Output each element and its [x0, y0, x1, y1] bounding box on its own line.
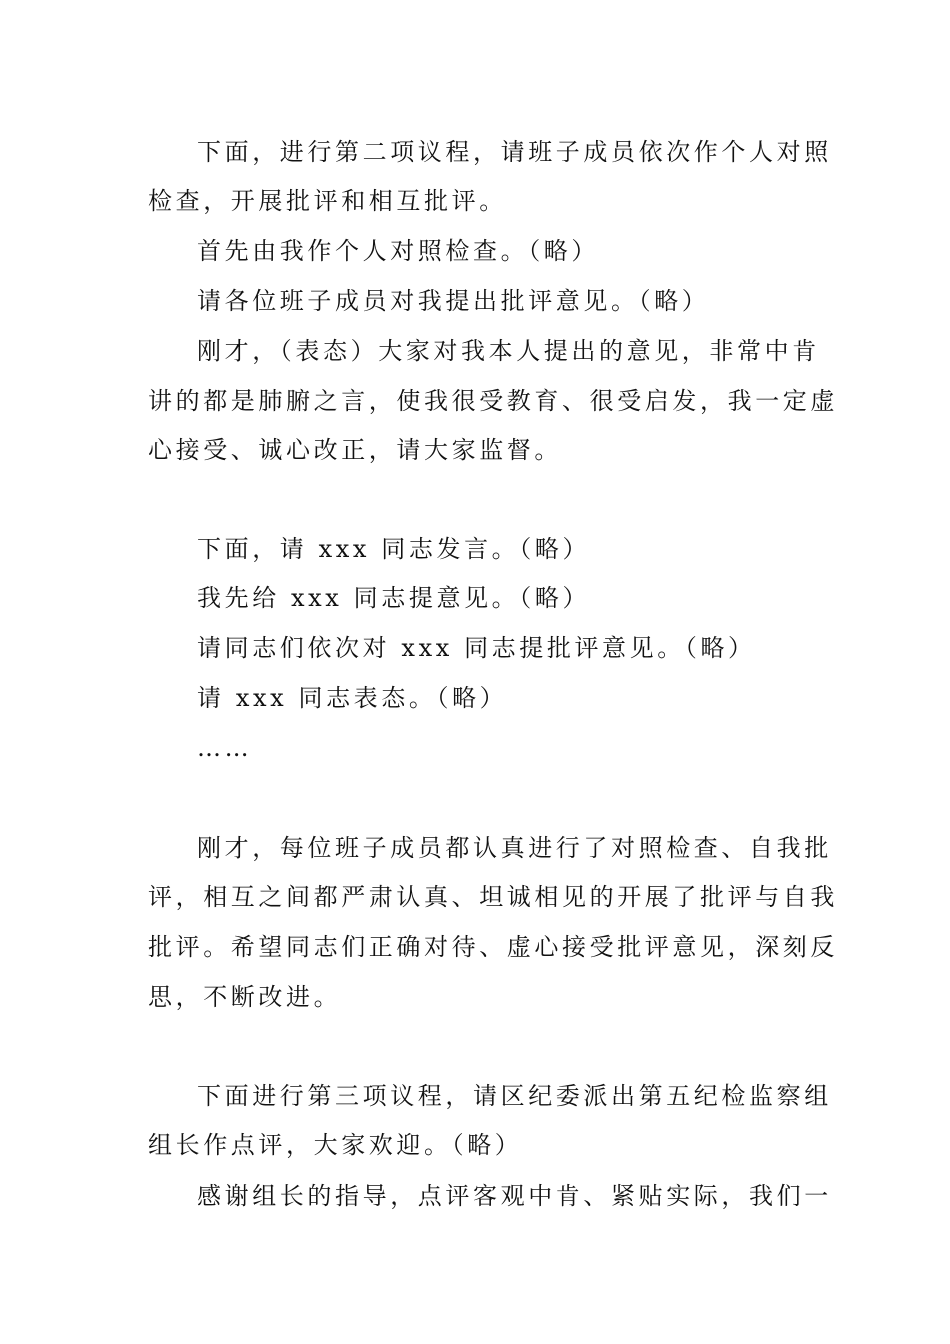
paragraph-3-line-1: 请各位班子成员对我提出批评意见。（略） — [197, 287, 710, 315]
paragraph-8-line-1: 请 xxx 同志表态。（略） — [197, 684, 508, 712]
paragraph-4-line-3: 心接受、诚心改正，请大家监督。 — [148, 436, 562, 464]
paragraph-10-line-1: 刚才，每位班子成员都认真进行了对照检查、自我批 — [197, 834, 832, 862]
paragraph-12-line-1: 感谢组长的指导，点评客观中肯、紧贴实际，我们一 — [197, 1182, 832, 1210]
paragraph-11-line-2: 组长作点评，大家欢迎。（略） — [148, 1131, 523, 1159]
paragraph-1-line-2: 检查，开展批评和相互批评。 — [148, 187, 507, 215]
paragraph-10-line-2: 评，相互之间都严肃认真、坦诚相见的开展了批评与自我 — [148, 883, 838, 911]
paragraph-5-line-1: 下面，请 xxx 同志发言。（略） — [197, 535, 591, 563]
paragraph-10-line-4: 思，不断改进。 — [148, 983, 342, 1011]
paragraph-4-line-1: 刚才，（表态）大家对我本人提出的意见，非常中肯 — [197, 337, 820, 365]
paragraph-11-line-1: 下面进行第三项议程，请区纪委派出第五纪检监察组 — [197, 1082, 832, 1110]
paragraph-4-line-2: 讲的都是肺腑之言，使我很受教育、很受启发，我一定虚 — [148, 387, 838, 415]
paragraph-7-line-1: 请同志们依次对 xxx 同志提批评意见。（略） — [197, 634, 756, 662]
paragraph-2-line-1: 首先由我作个人对照检查。（略） — [197, 237, 599, 265]
paragraph-10-line-3: 批评。希望同志们正确对待、虚心接受批评意见，深刻反 — [148, 933, 838, 961]
paragraph-1-line-1: 下面，进行第二项议程，请班子成员依次作个人对照 — [197, 138, 832, 166]
ellipsis-line: …… — [197, 734, 253, 762]
paragraph-6-line-1: 我先给 xxx 同志提意见。（略） — [197, 584, 591, 612]
